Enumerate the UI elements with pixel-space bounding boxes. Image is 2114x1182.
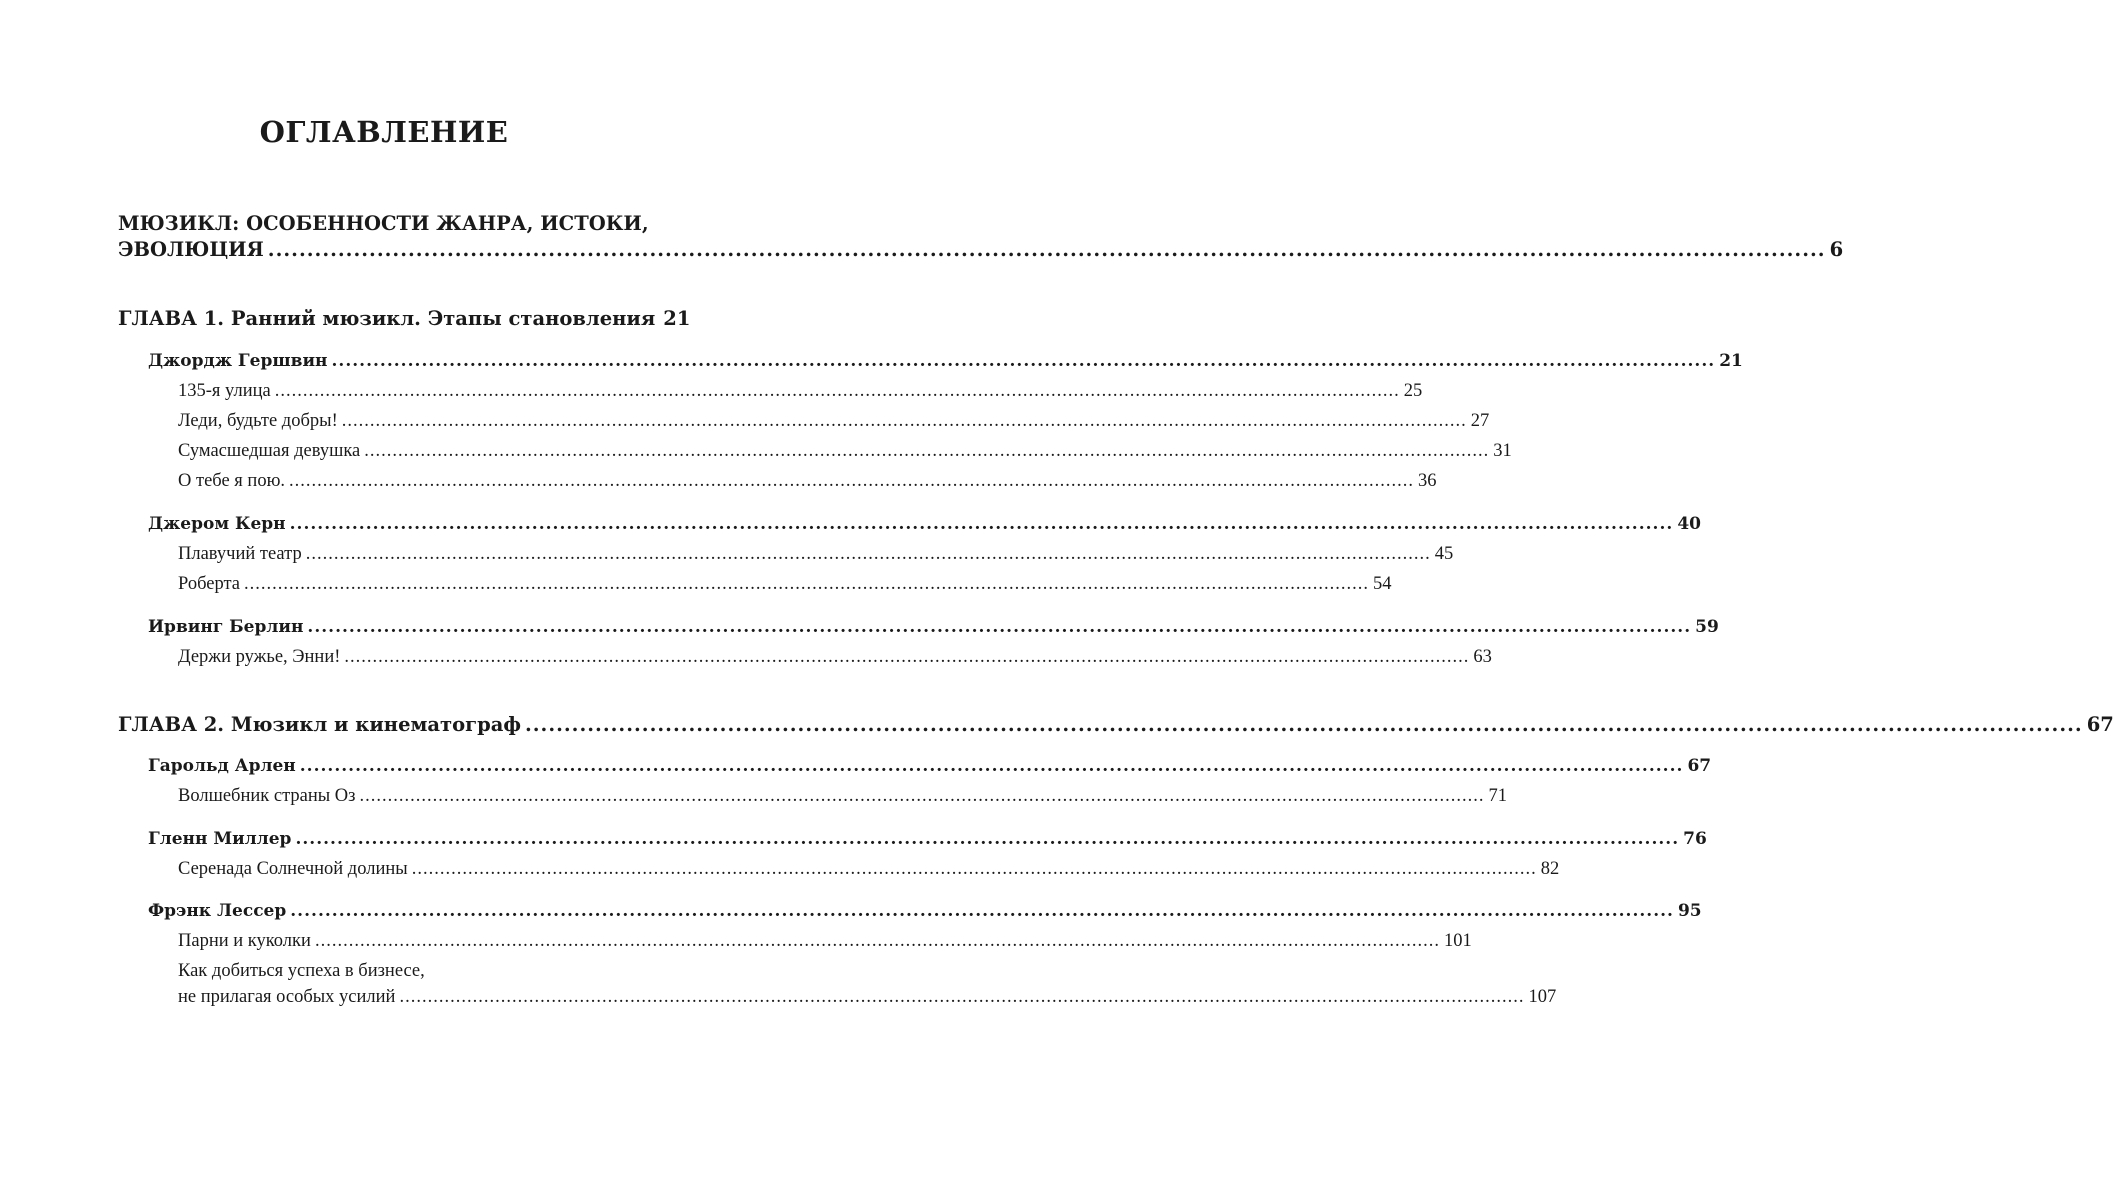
work-title: Держи ружье, Энни! — [178, 647, 341, 667]
leader-dots — [344, 647, 1469, 668]
page-number: 36 — [1418, 471, 1437, 491]
author-name: Джером Керн — [148, 514, 286, 534]
work-title: Серенада Солнечной долины — [178, 859, 408, 879]
page-number: 21 — [1719, 351, 1743, 371]
leader-dots — [290, 514, 1674, 534]
toc-entry-author[interactable] — [148, 514, 1701, 534]
toc-entry-work[interactable] — [178, 574, 1392, 595]
leader-dots — [275, 381, 1400, 402]
page-number: 76 — [1683, 829, 1707, 849]
leader-dots — [307, 617, 1691, 637]
author-name: Ирвинг Берлин — [148, 617, 304, 637]
toc-entry-work[interactable] — [178, 441, 1512, 462]
author-name: Джордж Гершвин — [148, 351, 328, 371]
toc-entry-author[interactable] — [148, 829, 1707, 849]
toc-entry-work[interactable] — [178, 859, 1560, 880]
leader-dots — [290, 901, 1674, 921]
page-number: 101 — [1443, 931, 1472, 951]
leader-dots — [300, 756, 1684, 776]
page-number: 107 — [1528, 987, 1557, 1007]
work-title: Роберта — [178, 574, 240, 594]
page-number: 21 — [663, 307, 691, 330]
work-title: Леди, будьте добры! — [178, 411, 338, 431]
work-title: Плавучий театр — [178, 544, 302, 564]
intro-title-line2: ЭВОЛЮЦИЯ — [118, 238, 264, 261]
leader-dots — [412, 859, 1537, 880]
toc-entry-work[interactable] — [178, 786, 1507, 807]
leader-dots — [268, 238, 1826, 261]
page-number: 6 — [1829, 238, 1844, 261]
page-title: ОГЛАВЛЕНИЕ — [259, 115, 509, 149]
toc-entry-work[interactable] — [178, 647, 1492, 668]
work-title: 135-я улица — [178, 381, 271, 401]
work-title-line2: не прилагая особых усилий — [178, 987, 396, 1007]
toc-entry-author[interactable] — [148, 901, 1702, 921]
leader-dots — [295, 829, 1679, 849]
work-title-line1[interactable]: Как добиться успеха в бизнесе, — [178, 961, 425, 981]
page-number: 54 — [1373, 574, 1392, 594]
leader-dots — [244, 574, 1369, 595]
author-name: Гленн Миллер — [148, 829, 292, 849]
leader-dots — [399, 987, 1524, 1008]
chapter-title: ГЛАВА 2. Мюзикл и кинематограф — [118, 713, 521, 736]
leader-dots — [359, 786, 1484, 807]
work-title: О тебе я пою. — [178, 471, 286, 491]
page-number: 67 — [1687, 756, 1712, 776]
work-title: Волшебник страны Оз — [178, 786, 356, 806]
page-number: 71 — [1488, 786, 1507, 806]
toc-entry-author[interactable] — [148, 351, 1743, 371]
toc-entry-author[interactable] — [148, 617, 1719, 637]
page-number: 25 — [1403, 381, 1423, 401]
leader-dots — [315, 931, 1440, 952]
toc-entry-chapter-1[interactable] — [118, 307, 691, 330]
work-title: Сумасшедшая девушка — [178, 441, 361, 461]
page-number: 82 — [1540, 859, 1560, 879]
toc-entry-author[interactable] — [148, 756, 1712, 776]
work-title: Парни и куколки — [178, 931, 311, 951]
page-number: 67 — [2086, 713, 2114, 736]
leader-dots — [342, 411, 1467, 432]
page-number: 45 — [1434, 544, 1454, 564]
toc-entry-work[interactable] — [178, 381, 1423, 402]
leader-dots — [306, 544, 1431, 565]
page-number: 63 — [1473, 647, 1492, 667]
toc-entry-work[interactable] — [178, 411, 1490, 432]
author-name: Гарольд Арлен — [148, 756, 296, 776]
toc-entry-work[interactable] — [178, 544, 1454, 565]
toc-entry-intro[interactable] — [118, 238, 1844, 261]
leader-dots — [332, 351, 1716, 371]
toc-entry-work[interactable] — [178, 931, 1472, 952]
page-number: 59 — [1695, 617, 1719, 637]
page-number: 95 — [1677, 901, 1702, 921]
leader-dots — [289, 471, 1414, 492]
page-number: 31 — [1493, 441, 1512, 461]
leader-dots — [364, 441, 1489, 462]
page-number: 40 — [1677, 514, 1701, 534]
toc-entry-work[interactable] — [178, 471, 1437, 492]
chapter-title: ГЛАВА 1. Ранний мюзикл. Этапы становления — [118, 307, 656, 330]
author-name: Фрэнк Лессер — [148, 901, 287, 921]
leader-dots — [525, 713, 2083, 736]
toc-entry-work[interactable] — [178, 987, 1557, 1008]
intro-title-line1[interactable]: МЮЗИКЛ: ОСОБЕННОСТИ ЖАНРА, ИСТОКИ, — [118, 212, 649, 235]
page-number: 27 — [1470, 411, 1490, 431]
toc-entry-chapter-2[interactable] — [118, 713, 2114, 736]
